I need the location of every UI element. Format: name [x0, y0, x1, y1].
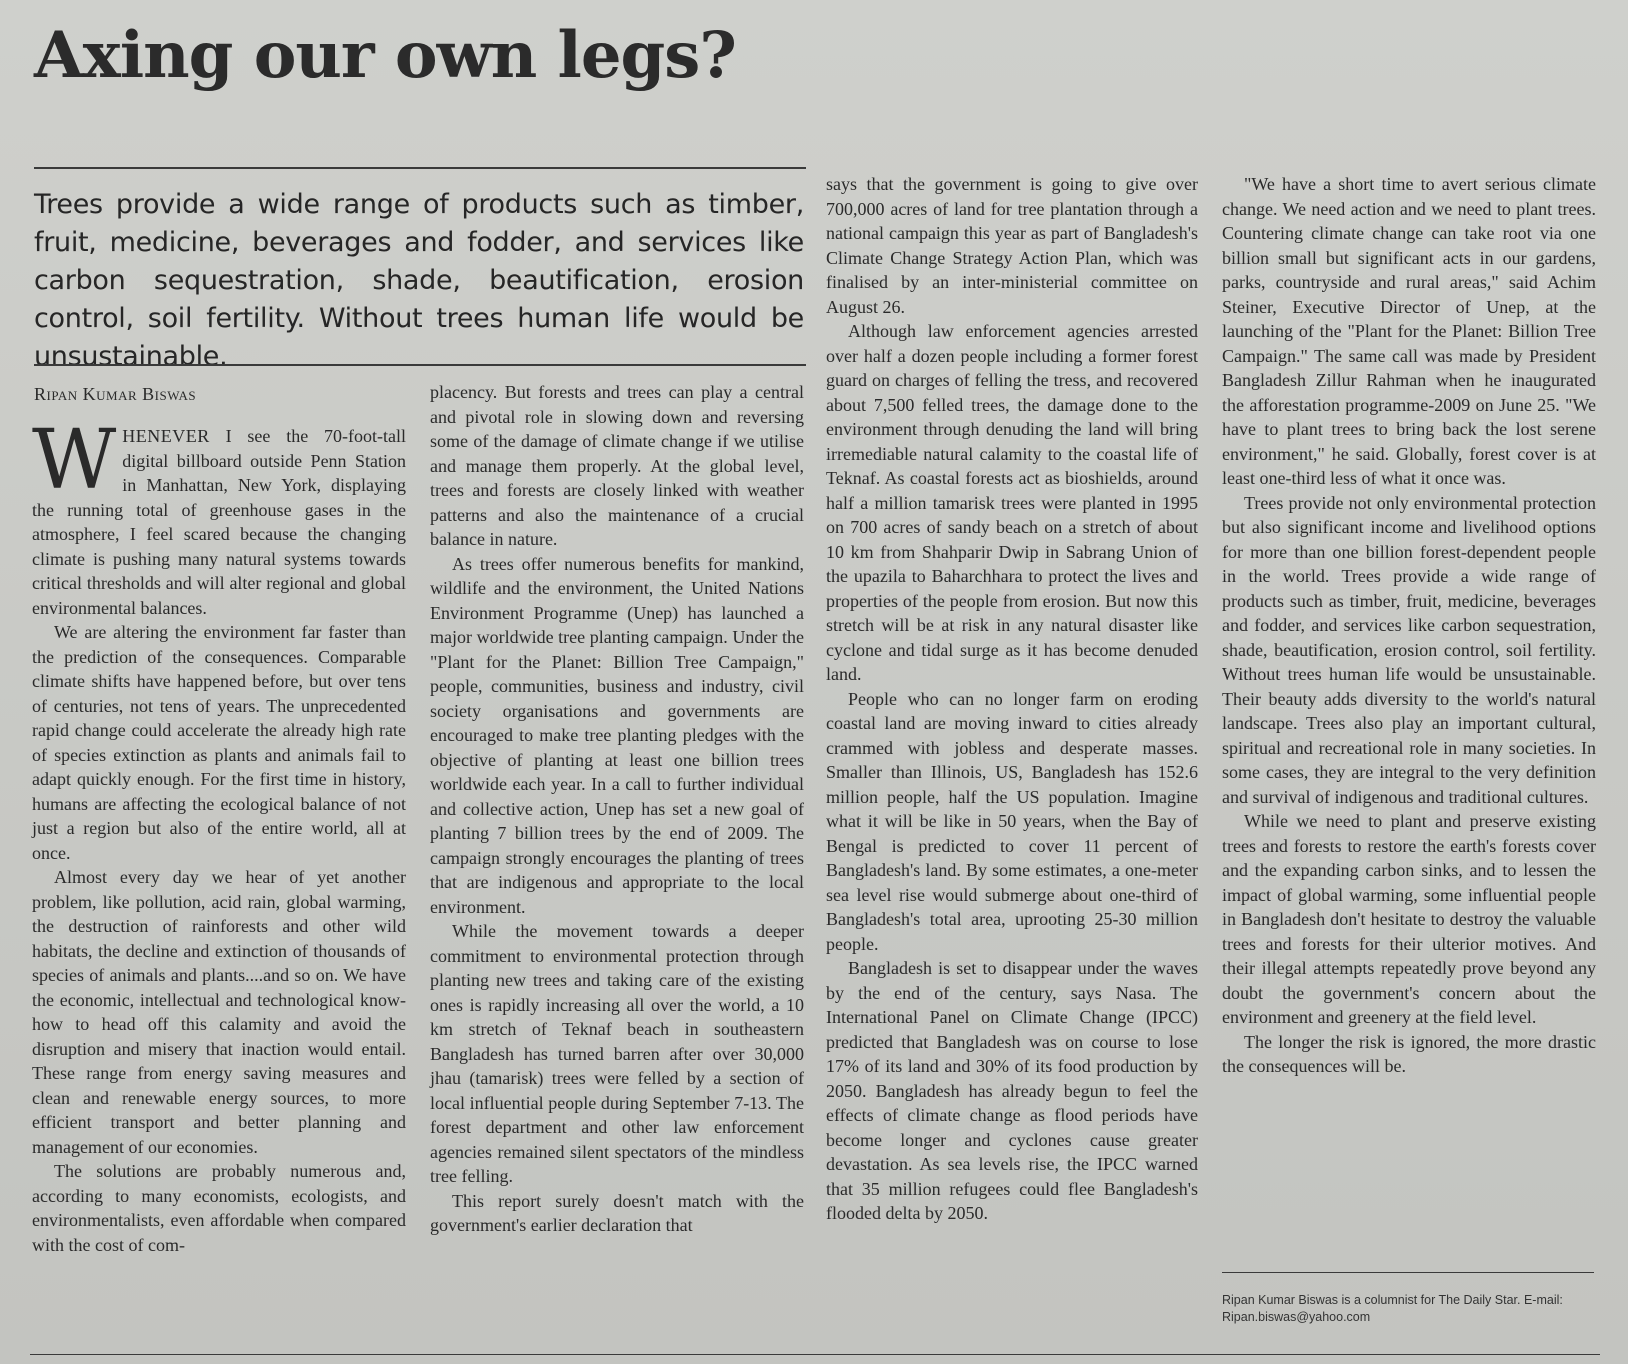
- footnote-rule: [1222, 1272, 1594, 1273]
- lead-smallcaps: HENEVER: [122, 426, 210, 446]
- paragraph: Bangladesh is set to disappear under the waves by the end of the century, says Nasa. The International Panel on Climate Change (IPCC) predicted that Bangladesh was on course to lose 17% of its land and 30% of its food production by 2050. Bangladesh has already begun to feel the effects of climate change as flood periods have become longer and cyclones cause greater devastation. As sea levels rise, the IPCC warned that 35 million refugees could flee Bangladesh's flooded delta by 2050.: [826, 958, 1198, 1223]
- lead-text: I see the 70-foot-tall digital billboard outside Penn Station in Manhattan, New York, displaying the running total of greenhouse gases in the atmosphere, I feel scared because the changing climate is pushing many natural systems towards critical thresholds and will alter regional and global environmental balances.: [32, 426, 406, 618]
- paragraph: Almost every day we hear of yet another problem, like pollution, acid rain, global warming, the destruction of rainforests and other wild habitats, the decline and extinction of thousands of species of animals and plants....and so on. We have the economic, intellectual and technological know-how to head off this calamity and avoid the disruption and misery that inaction would entail. These range from energy saving measures and clean and renewable energy sources, to more efficient transport and better planning and management of our economies.: [32, 867, 406, 1157]
- column-4: [1222, 172, 1596, 1079]
- paragraph: While we need to plant and preserve existing trees and forests to restore the earth's forests cover and the expanding carbon sinks, and to lessen the impact of global warming, some influential people in Bangladesh don't hesitate to destroy the valuable trees and forests for their ulterior motives. And their illegal attempts repeatedly prove beyond any doubt the government's concern about the environment and greenery at the field level.: [1222, 811, 1596, 1027]
- deck-top-rule: [34, 167, 806, 169]
- paragraph: While the movement towards a deeper commitment to environmental protection through planting new trees and taking care of the existing ones is rapidly increasing all over the world, a 10 km stretch of Teknaf beach in southeastern Bangladesh has turned barren after over 30,000 jhau (tamarisk) trees were felled by a section of local influential people during September 7-13. The forest department and other law enforcement agencies remained silent spectators of the mindless tree felling.: [430, 921, 804, 1186]
- deck: Trees provide a wide range of products such as timber, fruit, medicine, beverages and fodder, and services like carbon sequestration, shade, beautification, erosion control, soil fertility. Without trees human life would be unsustainable.: [34, 189, 804, 372]
- column-3: [826, 172, 1198, 1226]
- author-footnote: Ripan Kumar Biswas is a columnist for The Daily Star. E-mail: Ripan.biswas@yahoo.com: [1222, 1293, 1563, 1324]
- drop-cap: W: [32, 413, 117, 508]
- paragraph: This report surely doesn't match with the government's earlier declaration that: [430, 1190, 804, 1235]
- paragraph: "We have a short time to avert serious climate change. We need action and we need to plant trees. Countering climate change can take root via one billion small but significant acts in our gardens, parks, countryside and rural areas," said Achim Steiner, Executive Director of Unep, at the launching of the "Plant for the Planet: Billion Tree Campaign." The same call was made by President Bangladesh Zillur Rahman when he inaugurated the afforestation programme-2009 on June 25. "We have to plant trees to bring back the lost serene environment," he said. Globally, forest cover is at least one-third less of what it once was.: [1222, 174, 1596, 488]
- deck-bottom-rule: [34, 364, 806, 366]
- paragraph: We are altering the environment far faster than the prediction of the consequences. Comparable climate shifts have happened before, but over tens of centuries, not tens of years. The unprecedented rapid change could accelerate the already high rate of species extinction as plants and animals fail to adapt quickly enough. For the first time in history, humans are affecting the ecological balance of not just a region but also of the entire world, all at once.: [32, 622, 406, 863]
- page-bottom-rule: [30, 1354, 1600, 1355]
- paragraph: People who can no longer farm on eroding coastal land are moving inward to cities already crammed with jobless and desperate masses. Smaller than Illinois, US, Bangladesh has 152.6 million people, half the US population. Imagine what it will be like in 50 years, when the Bay of Bengal is predicted to cover 11 percent of Bangladesh's land. By some estimates, a one-meter sea level rise would submerge about one-third of Bangladesh's total area, uprooting 25-30 million people.: [826, 688, 1198, 954]
- paragraph: Although law enforcement agencies arrested over half a dozen people including a former forest guard on charges of felling the tress, and recovered about 7,500 felled trees, the damage done to the environment through denuding the land will bring irremediable natural calamity to the coastal life of Teknaf. As coastal forests act as bioshields, around half a million tamarisk trees were planted in 1995 on 700 acres of sandy beach on a stretch of about 10 km from Shahparir Dwip in Sabrang Union of the upazila to Baharchhara to protect the lives and properties of the people from erosion. But now this stretch will be at risk in any natural disaster like cyclone and tidal surge as it has become denuded land.: [826, 321, 1198, 684]
- paragraph: As trees offer numerous benefits for mankind, wildlife and the environment, the United Nations Environment Programme (Unep) has launched a major worldwide tree planting campaign. Under the "Plant for the Planet: Billion Tree Campaign," people, communities, business and industry, civil society organisations and governments are encouraged to make tree planting pledges with the objective of planting at least one billion trees worldwide each year. In a call to further individual and collective action, Unep has set a new goal of planting 7 billion trees by the end of 2009. The campaign strongly encourages the planting of trees that are indigenous and appropriate to the local environment.: [430, 553, 804, 917]
- paragraph: placency. But forests and trees can play a central and pivotal role in slowing down and reversing some of the damage of climate change if we utilise and manage them properly. At the global level, trees and forests are closely linked with weather patterns and also the maintenance of a crucial balance in nature.: [430, 382, 804, 549]
- paragraph: says that the government is going to give over 700,000 acres of land for tree plantation through a national campaign this year as part of Bangladesh's Climate Change Strategy Action Plan, which was finalised by an inter-ministerial committee on August 26.: [826, 174, 1198, 317]
- column-1: [32, 413, 406, 1257]
- headline: Axing our own legs?: [34, 18, 736, 93]
- paragraph: Trees provide not only environmental protection but also significant income and livelihood options for more than one billion forest-dependent people in the world. Trees provide a wide range of products such as timber, fruit, medicine, beverages and fodder, and services like carbon sequestration, shade, beautification, erosion control, soil fertility. Without trees human life would be unsustainable. Their beauty adds diversity to the world's natural landscape. Trees also play an important cultural, spiritual and recreational role in many societies. In some cases, they are integral to the very definition and survival of indigenous and traditional cultures.: [1222, 492, 1596, 807]
- lead-paragraph: [32, 413, 406, 620]
- paragraph: The longer the risk is ignored, the more drastic the consequences will be.: [1222, 1031, 1596, 1076]
- byline: Ripan Kumar Biswas: [34, 384, 197, 404]
- paragraph: The solutions are probably numerous and, according to many economists, ecologists, and environmentalists, even affordable when compared with the cost of com-: [32, 1161, 406, 1255]
- column-2: [430, 380, 804, 1238]
